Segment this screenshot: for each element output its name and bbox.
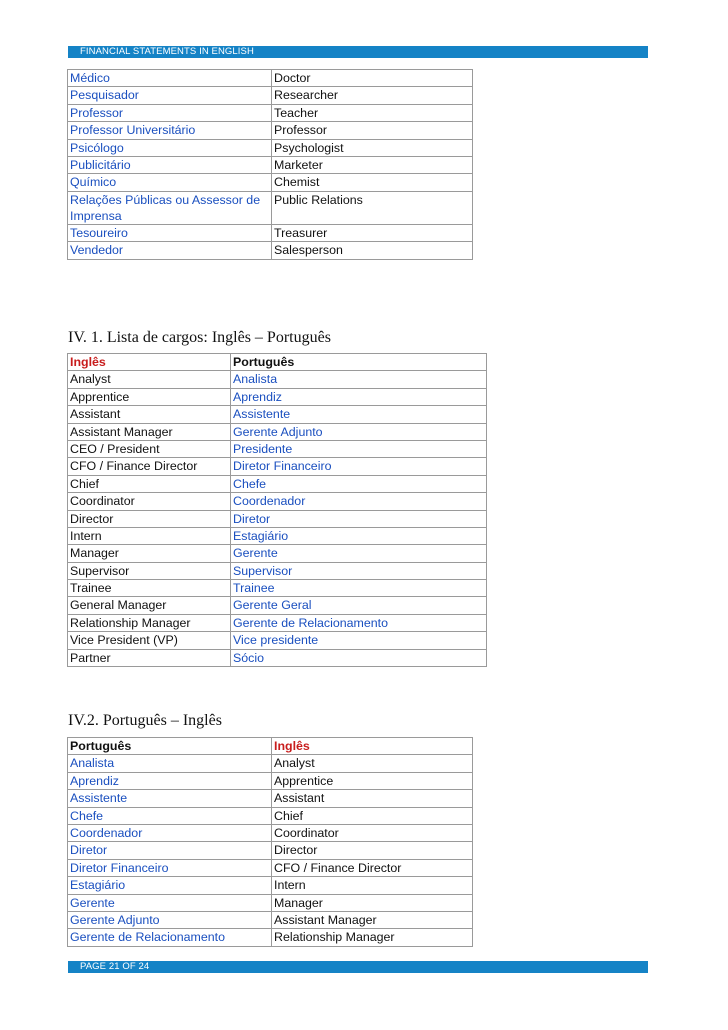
table-cell: Doctor bbox=[272, 70, 473, 87]
table-cell: Gerente Geral bbox=[231, 597, 487, 614]
table-cell: Gerente de Relacionamento bbox=[231, 614, 487, 631]
table-cell: Coordinator bbox=[68, 493, 231, 510]
table-header-row bbox=[68, 354, 487, 371]
table-cell: Psicólogo bbox=[68, 139, 272, 156]
table-row bbox=[68, 614, 487, 631]
table-row bbox=[68, 929, 473, 946]
job-titles-en-pt-table bbox=[67, 353, 487, 667]
table-row bbox=[68, 224, 473, 241]
table-cell: CFO / Finance Director bbox=[272, 859, 473, 876]
table-cell: Coordenador bbox=[68, 824, 272, 841]
table-cell: Manager bbox=[272, 894, 473, 911]
table-cell: Assistente bbox=[68, 790, 272, 807]
table-cell: Chemist bbox=[272, 174, 473, 191]
table-cell: Gerente Adjunto bbox=[68, 911, 272, 928]
footer-bar bbox=[68, 961, 648, 973]
table-row bbox=[68, 562, 487, 579]
table-cell: Professor Universitário bbox=[68, 122, 272, 139]
table-row bbox=[68, 423, 487, 440]
table-row bbox=[68, 122, 473, 139]
table-cell: Médico bbox=[68, 70, 272, 87]
section-heading-en-pt: IV. 1. Lista de cargos: Inglês – Português bbox=[68, 329, 331, 346]
table-row bbox=[68, 894, 473, 911]
table-cell: Tesoureiro bbox=[68, 224, 272, 241]
table-cell: Presidente bbox=[231, 440, 487, 457]
table-cell: Chief bbox=[272, 807, 473, 824]
table-cell: Diretor bbox=[68, 842, 272, 859]
table-cell: Gerente bbox=[68, 894, 272, 911]
table-cell: Manager bbox=[68, 545, 231, 562]
table-cell: Director bbox=[68, 510, 231, 527]
table-cell: Psychologist bbox=[272, 139, 473, 156]
table-cell: General Manager bbox=[68, 597, 231, 614]
table-cell: Trainee bbox=[231, 580, 487, 597]
section-heading-pt-en: IV.2. Português – Inglês bbox=[68, 712, 222, 729]
header-bar bbox=[68, 46, 648, 58]
table-row bbox=[68, 87, 473, 104]
table-cell: Chefe bbox=[68, 807, 272, 824]
table-row bbox=[68, 597, 487, 614]
table-row bbox=[68, 493, 487, 510]
table-row bbox=[68, 156, 473, 173]
table-cell: Trainee bbox=[68, 580, 231, 597]
table-row bbox=[68, 527, 487, 544]
table-row bbox=[68, 911, 473, 928]
column-header: Português bbox=[68, 738, 272, 755]
table-row bbox=[68, 104, 473, 121]
table-cell: Estagiário bbox=[68, 877, 272, 894]
table-row bbox=[68, 807, 473, 824]
table-cell: Supervisor bbox=[68, 562, 231, 579]
table-row bbox=[68, 406, 487, 423]
table-row bbox=[68, 242, 473, 259]
table-cell: CEO / President bbox=[68, 440, 231, 457]
table-cell: Assistant Manager bbox=[272, 911, 473, 928]
table-row bbox=[68, 510, 487, 527]
table-row bbox=[68, 440, 487, 457]
table-cell: Analyst bbox=[68, 371, 231, 388]
table-cell: Gerente de Relacionamento bbox=[68, 929, 272, 946]
table-row bbox=[68, 649, 487, 666]
table-header-row bbox=[68, 738, 473, 755]
table-cell: Gerente bbox=[231, 545, 487, 562]
table-cell: Relationship Manager bbox=[272, 929, 473, 946]
table-row bbox=[68, 458, 487, 475]
table-cell: Analista bbox=[231, 371, 487, 388]
table-cell: Vendedor bbox=[68, 242, 272, 259]
table-cell: Coordinator bbox=[272, 824, 473, 841]
table-cell: Analista bbox=[68, 755, 272, 772]
table-row bbox=[68, 475, 487, 492]
table-row bbox=[68, 388, 487, 405]
occupations-table bbox=[67, 69, 473, 260]
table-row bbox=[68, 824, 473, 841]
table-row bbox=[68, 545, 487, 562]
column-header: Português bbox=[231, 354, 487, 371]
table-row bbox=[68, 859, 473, 876]
table-cell: Supervisor bbox=[231, 562, 487, 579]
table-cell: Public Relations bbox=[272, 191, 473, 224]
table-cell: Aprendiz bbox=[68, 772, 272, 789]
column-header: Inglês bbox=[272, 738, 473, 755]
table-cell: Assistant bbox=[68, 406, 231, 423]
table-row bbox=[68, 772, 473, 789]
table-cell: Teacher bbox=[272, 104, 473, 121]
table-cell: CFO / Finance Director bbox=[68, 458, 231, 475]
job-titles-pt-en-table bbox=[67, 737, 473, 947]
table-cell: Sócio bbox=[231, 649, 487, 666]
document-title: FINANCIAL STATEMENTS IN ENGLISH bbox=[80, 46, 254, 57]
table-cell: Professor bbox=[68, 104, 272, 121]
table-cell: Diretor bbox=[231, 510, 487, 527]
table-cell: Director bbox=[272, 842, 473, 859]
table-cell: Assistente bbox=[231, 406, 487, 423]
table-cell: Intern bbox=[272, 877, 473, 894]
table-row bbox=[68, 580, 487, 597]
table-cell: Researcher bbox=[272, 87, 473, 104]
table-cell: Salesperson bbox=[272, 242, 473, 259]
page-number: PAGE 21 OF 24 bbox=[80, 961, 150, 972]
table-cell: Chefe bbox=[231, 475, 487, 492]
table-row bbox=[68, 191, 473, 224]
table-row bbox=[68, 371, 487, 388]
table-cell: Marketer bbox=[272, 156, 473, 173]
table-row bbox=[68, 755, 473, 772]
table-cell: Intern bbox=[68, 527, 231, 544]
table-cell: Pesquisador bbox=[68, 87, 272, 104]
table-cell: Diretor Financeiro bbox=[231, 458, 487, 475]
table-row bbox=[68, 632, 487, 649]
table-cell: Analyst bbox=[272, 755, 473, 772]
table-cell: Professor bbox=[272, 122, 473, 139]
table-row bbox=[68, 139, 473, 156]
table-row bbox=[68, 70, 473, 87]
table-cell: Chief bbox=[68, 475, 231, 492]
table-cell: Gerente Adjunto bbox=[231, 423, 487, 440]
table-cell: Aprendiz bbox=[231, 388, 487, 405]
table-cell: Partner bbox=[68, 649, 231, 666]
table-cell: Assistant bbox=[272, 790, 473, 807]
table-cell: Relationship Manager bbox=[68, 614, 231, 631]
table-cell: Apprentice bbox=[272, 772, 473, 789]
table-row bbox=[68, 174, 473, 191]
table-cell: Estagiário bbox=[231, 527, 487, 544]
table-cell: Químico bbox=[68, 174, 272, 191]
table-row bbox=[68, 877, 473, 894]
table-cell: Publicitário bbox=[68, 156, 272, 173]
table-row bbox=[68, 842, 473, 859]
table-cell: Treasurer bbox=[272, 224, 473, 241]
table-cell: Assistant Manager bbox=[68, 423, 231, 440]
table-cell: Relações Públicas ou Assessor de Imprensa bbox=[68, 191, 272, 224]
table-cell: Coordenador bbox=[231, 493, 487, 510]
table-cell: Vice President (VP) bbox=[68, 632, 231, 649]
table-cell: Vice presidente bbox=[231, 632, 487, 649]
table-cell: Apprentice bbox=[68, 388, 231, 405]
table-cell: Diretor Financeiro bbox=[68, 859, 272, 876]
table-row bbox=[68, 790, 473, 807]
column-header: Inglês bbox=[68, 354, 231, 371]
